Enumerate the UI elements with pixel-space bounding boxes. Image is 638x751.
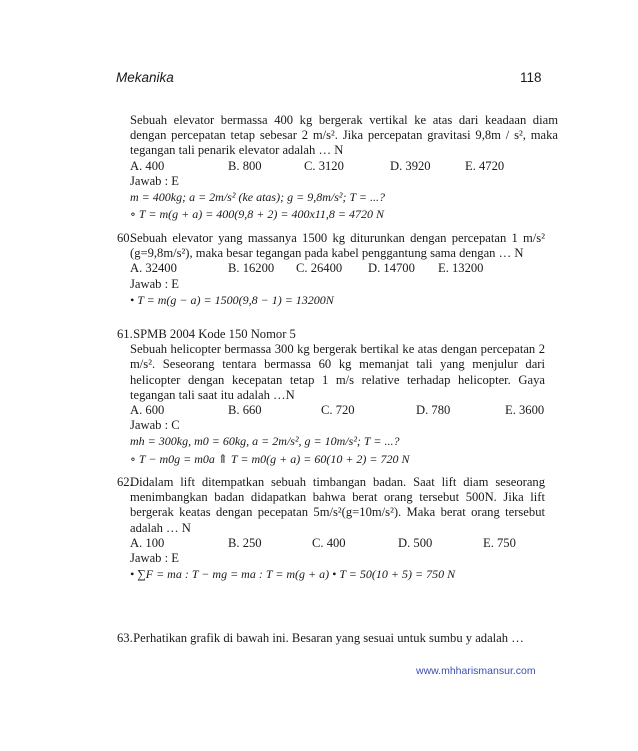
question-text: Sebuah helicopter bermassa 300 kg bergerak bertikal ke atas dengan percepatan 2 m/s². Seseorang tentara bermassa 60 kg memanjat tali yang menjulur dari helicopter dengan kecepatan tetap 1 m/s relative terhadap helicopter. Gaya tegangan tali saat itu adalah …N: [130, 342, 545, 402]
option-c: C. 26400: [296, 261, 343, 276]
footer-url: www.mhharismansur.com: [416, 665, 536, 677]
option-a: A. 100: [130, 535, 165, 550]
option-b: B. 16200: [228, 261, 275, 276]
option-c: C. 400: [312, 535, 346, 550]
answer-label: Jawab : E: [130, 276, 179, 291]
solution-step: ∘ T − m0g = m0a ⇑ T = m0(g + a) = 60(10 + 2) = 720 N: [130, 451, 410, 466]
solution-step: • T = m(g − a) = 1500(9,8 − 1) = 13200N: [130, 292, 334, 307]
option-a: A. 32400: [130, 261, 177, 276]
answer-options: [130, 536, 545, 551]
solution-step: ∘ T = m(g + a) = 400(9,8 + 2) = 400x11,8 = 4720 N: [130, 207, 385, 222]
question-number: 62.: [117, 475, 133, 489]
question-number: 63.: [117, 631, 133, 645]
question-text: Didalam lift ditempatkan sebuah timbangan badan. Saat lift diam seseorang menimbangkan badan didapatkan bahwa berat orang tersebut 500N. Jika lift bergerak keatas dengan pecepatan 5m/s²(g=10m/s²). Maka berat orang tersebut adalah … N: [130, 475, 545, 535]
question-text: Sebuah elevator bermassa 400 kg bergerak vertikal ke atas dari keadaan diam dengan percepatan tetap sebesar 2 m/s². Jika percepatan gravitasi 9,8m / s², maka tegangan tali penarik elevator adalah … N: [130, 113, 558, 158]
answer-options: [130, 403, 545, 418]
question-source: SPMB 2004 Kode 150 Nomor 5: [133, 327, 296, 341]
solution-step: • ∑F = ma : T − mg = ma : T = m(g + a) • T = 50(10 + 5) = 750 N: [130, 567, 456, 582]
answer-options: [130, 261, 545, 276]
question-number: 60.: [117, 231, 133, 245]
option-e: E. 13200: [438, 261, 484, 276]
question-text: Sebuah elevator yang massanya 1500 kg diturunkan dengan percepatan 1 m/s² (g=9,8m/s²), maka besar tegangan pada kabel penggantung sama dengan … N: [130, 231, 545, 261]
answer-label: Jawab : C: [130, 418, 180, 433]
option-d: D. 3920: [390, 158, 431, 173]
question-62: [117, 475, 545, 582]
question-text: Perhatikan grafik di bawah ini. Besaran yang sesuai untuk sumbu y adalah …: [133, 631, 524, 645]
question-60: [117, 231, 545, 308]
option-d: D. 780: [416, 403, 451, 418]
option-e: E. 750: [483, 535, 516, 550]
running-header-title: Mekanika: [116, 70, 174, 85]
solution-given: mh = 300kg, m0 = 60kg, a = 2m/s², g = 10m/s²; T = ...?: [130, 434, 400, 449]
option-d: D. 14700: [368, 261, 415, 276]
option-d: D. 500: [398, 535, 433, 550]
question-61: [117, 327, 545, 467]
question-59: [117, 113, 558, 222]
option-e: E. 4720: [465, 158, 505, 173]
option-b: B. 250: [228, 535, 262, 550]
option-b: B. 660: [228, 403, 262, 418]
answer-label: Jawab : E: [130, 551, 179, 566]
answer-options: [130, 159, 558, 174]
answer-label: Jawab : E: [130, 173, 179, 188]
option-c: C. 720: [321, 403, 355, 418]
option-e: E. 3600: [505, 403, 545, 418]
option-a: A. 600: [130, 403, 165, 418]
question-63: [117, 631, 545, 646]
option-c: C. 3120: [304, 158, 344, 173]
question-number: 61.: [117, 327, 133, 341]
solution-given: m = 400kg; a = 2m/s² (ke atas); g = 9,8m/s²; T = ...?: [130, 190, 386, 205]
option-b: B. 800: [228, 158, 262, 173]
option-a: A. 400: [130, 158, 165, 173]
page-number: 118: [520, 70, 542, 85]
